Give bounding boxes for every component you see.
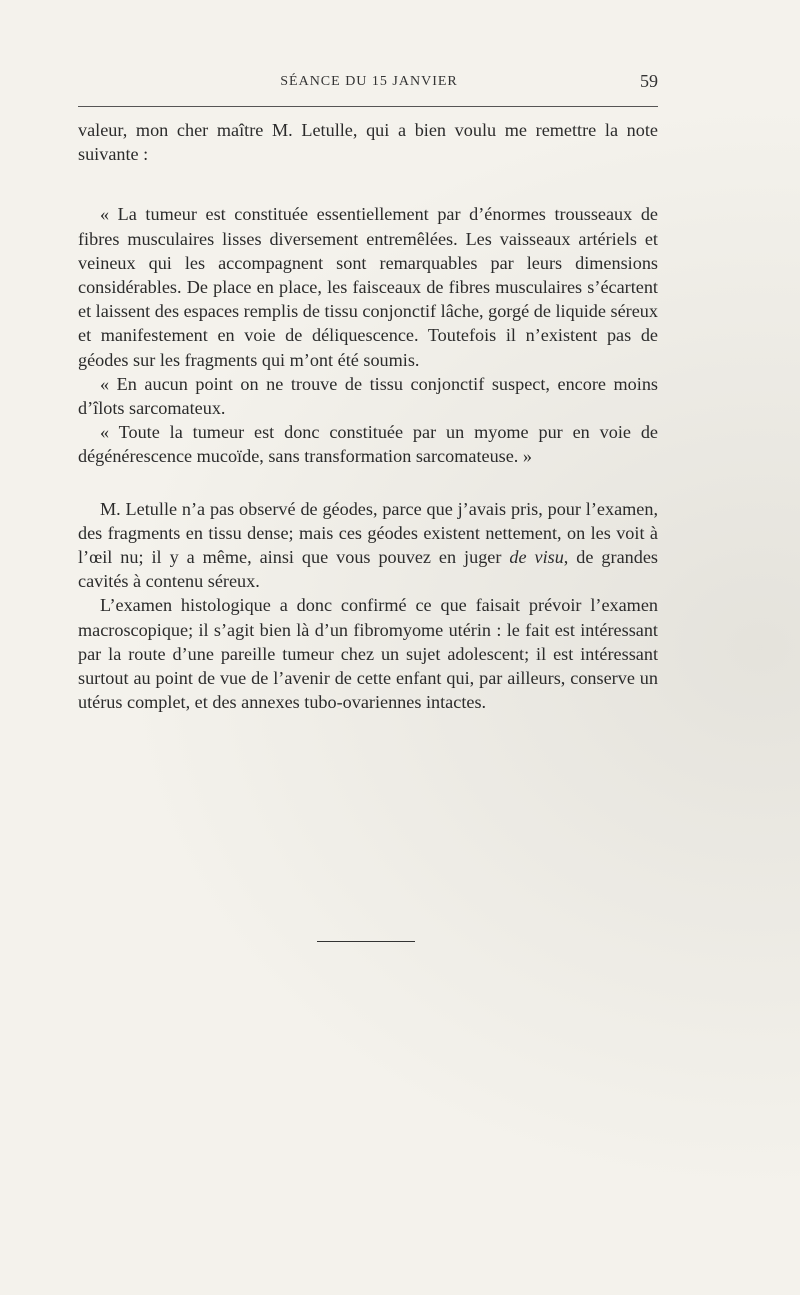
paragraph-quote-2: « En aucun point on ne trouve de tissu conjonctif suspect, encore moins d’îlots sarcomateux. (78, 373, 658, 419)
running-title: SÉANCE DU 15 JANVIER (280, 74, 458, 89)
paragraph-letulle-italic: de visu (509, 547, 564, 568)
page-number: 59 (640, 71, 658, 91)
paragraph-letulle-text-1: M. Letulle n’a pas observé de géodes, parce que j’avais pris, pour l’examen, des fragments en tissu dense; mais ces géodes existent nettement, on les voit à l’œil nu; il y a même, ainsi que vous pouvez en juger (78, 498, 658, 568)
paragraph-letulle (78, 497, 658, 594)
paragraph-quote-1: « La tumeur est constituée essentiellement par d’énormes trousseaux de fibres musculaires lisses diversement entremêlées. Les vaisseaux artériels et veineux qui les accompagnent sont remarquables par leurs dimensions considérables. De place en place, les faisceaux de fibres musculaires s’écartent et laissent des espaces remplis de tissu conjonctif lâche, gorgé de liquide séreux et manifestement en voie de déliquescence. Toutefois il n’existent pas de géodes sur les fragments qui m’ont été soumis. (78, 204, 658, 370)
paragraph-conclusion: L’examen histologique a donc confirmé ce que faisait prévoir l’examen macroscopique; il s’agit bien là d’un fibromyome utérin : le fait est intéressant par la route d’une pareille tumeur chez un sujet adolescent; il est intéressant surtout au point de vue de l’avenir de cette enfant qui, par ailleurs, conserve un utérus complet, et des annexes tubo-ovariennes intactes. (78, 595, 658, 713)
end-rule (317, 941, 415, 942)
paragraph-quote-3: « Toute la tumeur est donc constituée par un myome pur en voie de dégénérescence mucoïde, sans transformation sarcomateuse. » (78, 422, 658, 467)
paragraph-continuation: valeur, mon cher maître M. Letulle, qui a bien voulu me remettre la note suivante : (78, 120, 658, 165)
paragraph-letulle-text-2: , de grandes cavités à contenu séreux. (78, 547, 658, 592)
header-rule (78, 106, 658, 107)
running-head (78, 70, 660, 96)
body-text (78, 118, 658, 714)
